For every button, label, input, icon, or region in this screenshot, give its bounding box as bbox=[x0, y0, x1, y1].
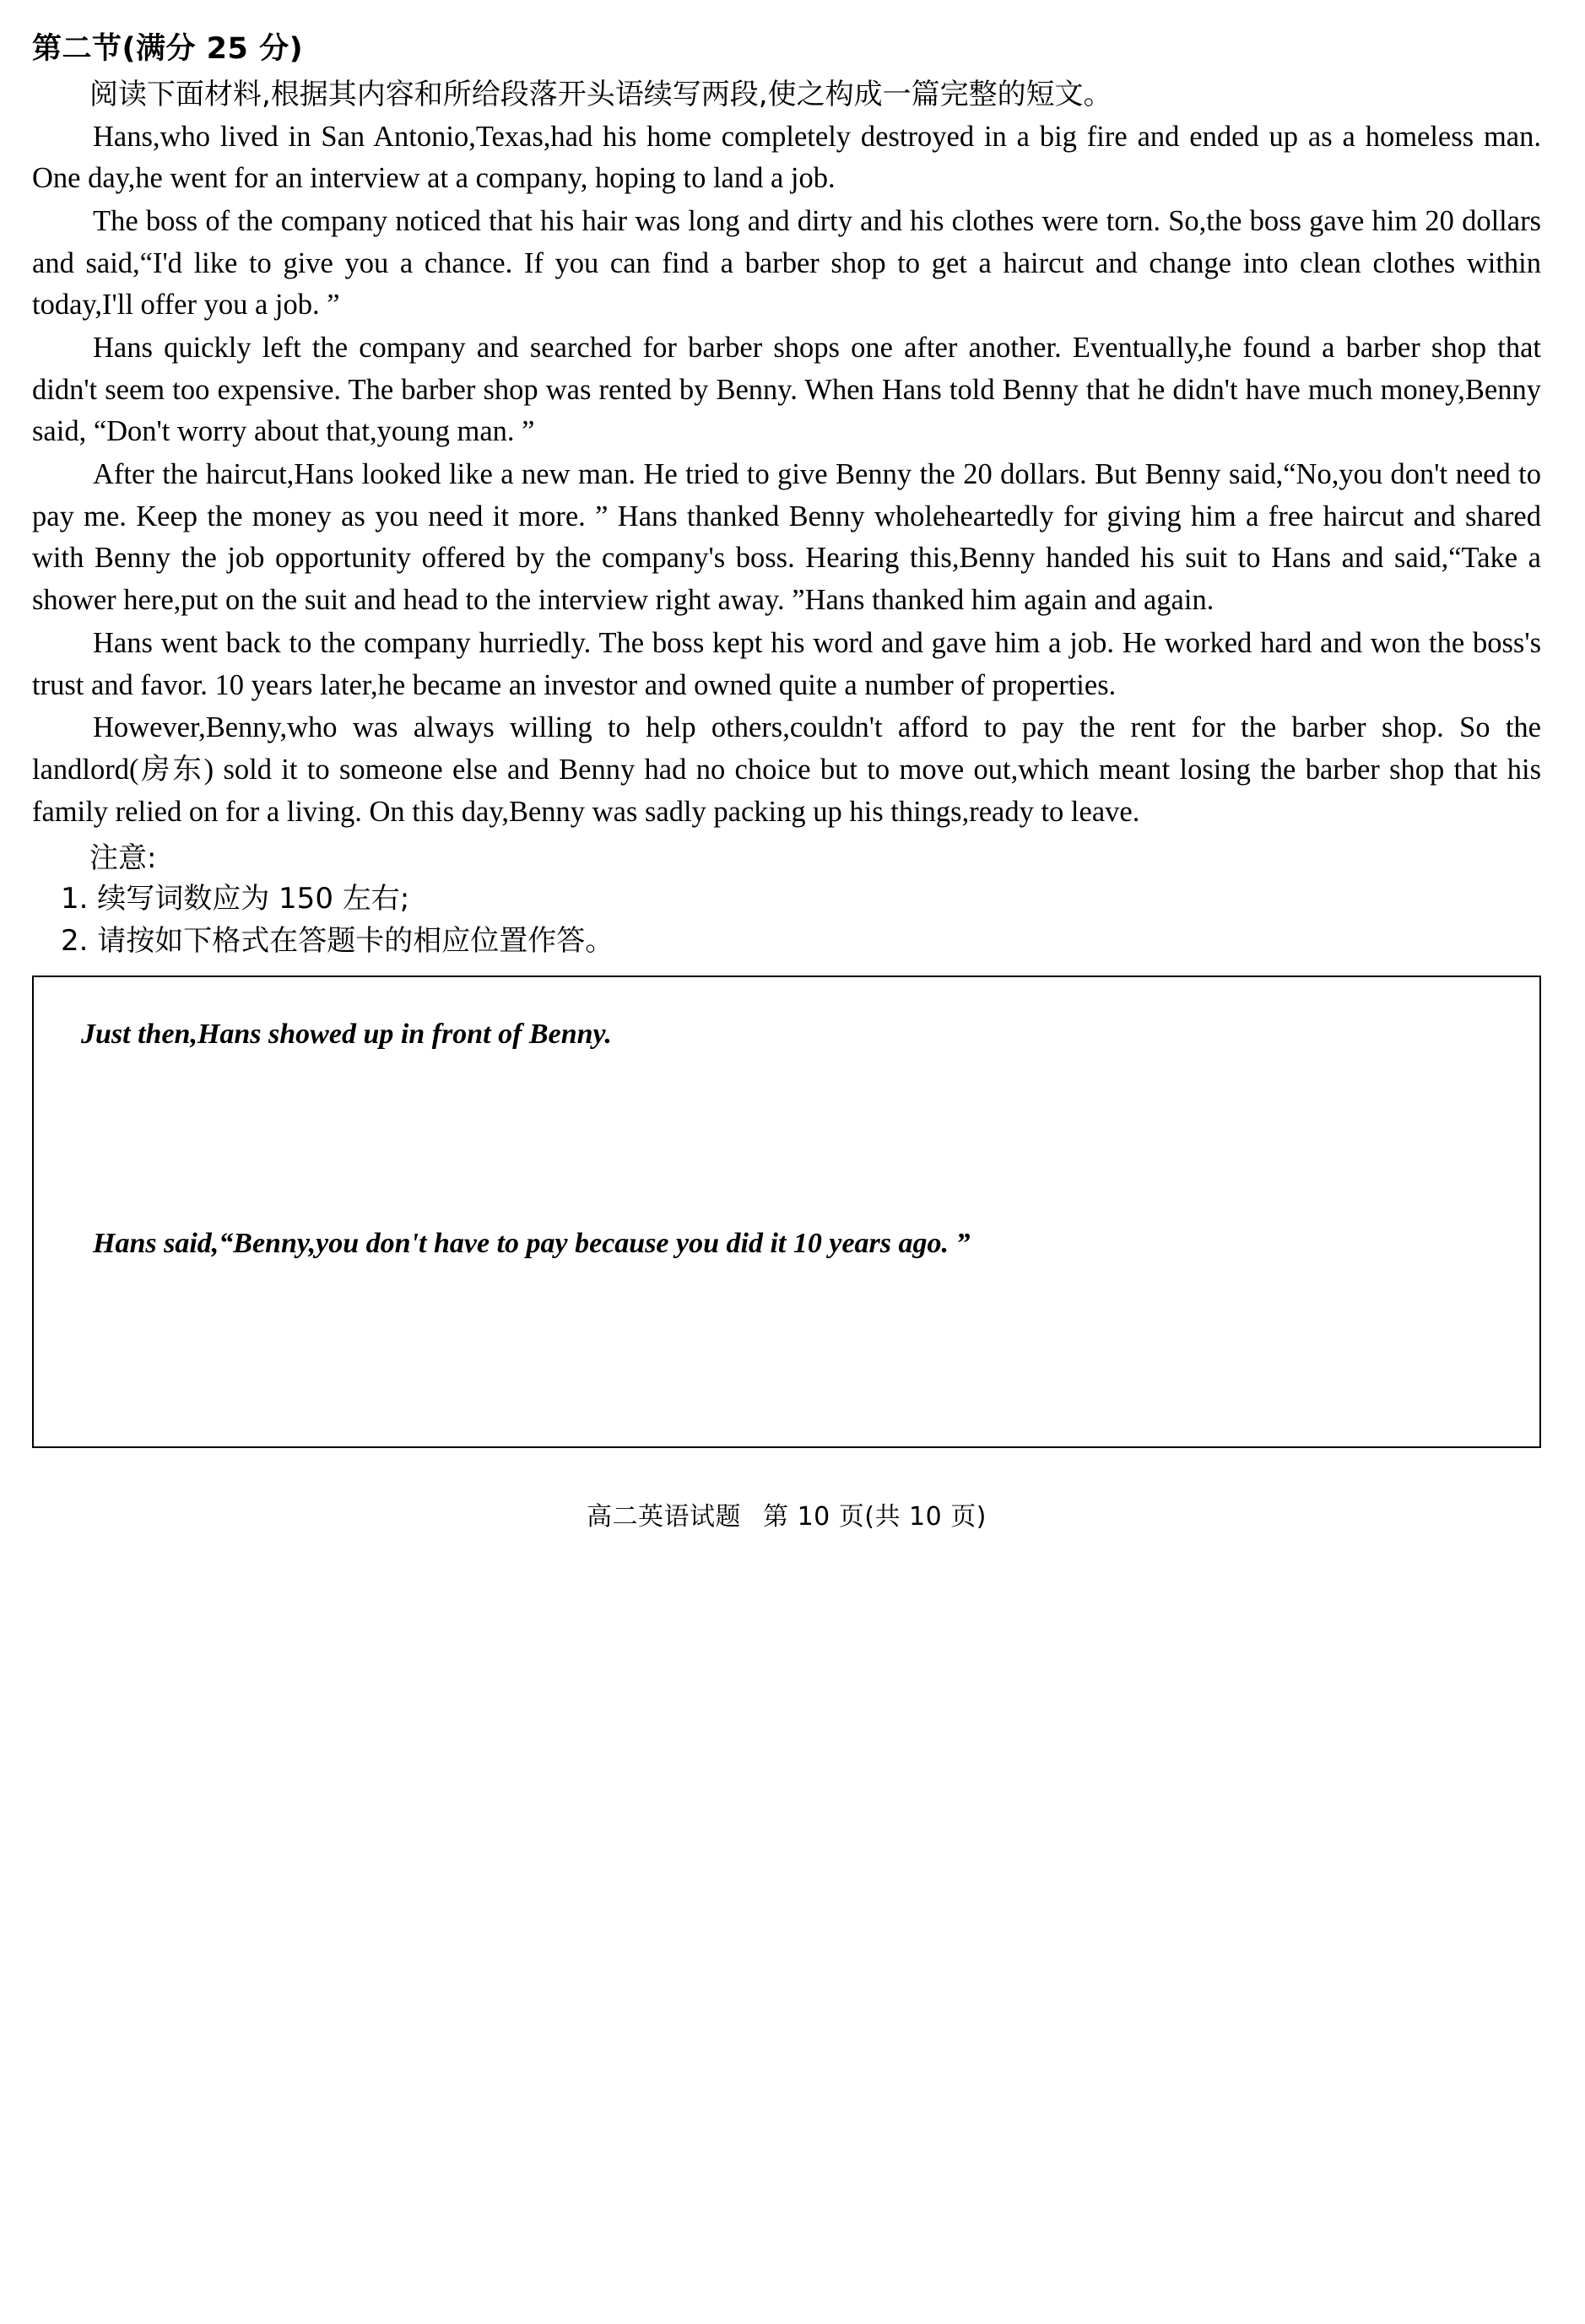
note-item-2: 2. 请按如下格式在答题卡的相应位置作答。 bbox=[61, 923, 614, 958]
passage-paragraph-4: After the haircut,Hans looked like a new man. He tried to give Benny the 20 dollars. But Benny said,“No,you don't need to pay me. Keep the money as you need it more. ” Hans thanked Benny wholeheartedly for giving him a free haircut and shared with Benny the job opportunity offered by the company's boss. Hearing this,Benny handed his suit to Hans and said,“Take a shower here,put on the suit and head to the interview right away. ”Hans thanked him again and again. bbox=[32, 458, 1541, 617]
notes-title: 注意: bbox=[89, 841, 157, 876]
passage-paragraph-6: However,Benny,who was always willing to help others,couldn't afford to pay the rent for the barber shop. So the landlord(房东) sold it to someone else and Benny had no choice but to move out,which meant losing the barber shop that his family relied on for a living. On this day,Benny was sadly packing up his things,ready to leave. bbox=[32, 711, 1541, 828]
passage-paragraph-1: Hans,who lived in San Antonio,Texas,had his home completely destroyed in a big fire and ended up as a homeless man. One day,he went for an interview at a company, hoping to land a job. bbox=[32, 120, 1541, 195]
note-item-1: 1. 续写词数应为 150 左右; bbox=[61, 882, 410, 916]
footer-page-label: 第 10 页(共 10 页) bbox=[763, 1502, 987, 1532]
page-footer bbox=[32, 1495, 1541, 1532]
passage-paragraph-3: Hans quickly left the company and searched for barber shops one after another. Eventually,he found a barber shop that didn't seem too expensive. The barber shop was rented by Benny. When Hans told Benny that he didn't have much money,Benny said, “Don't worry about that,young man. ” bbox=[32, 332, 1541, 448]
section-heading: 第二节(满分 25 分) bbox=[32, 32, 304, 66]
passage-paragraph-5: Hans went back to the company hurriedly. The boss kept his word and gave him a job. He worked hard and won the boss's trust and favor. 10 years later,he became an investor and owned quite a number of properties. bbox=[32, 626, 1541, 701]
answer-writing-box bbox=[32, 976, 1541, 1448]
continuation-opening-line-2: Hans said,“Benny,you don't have to pay because you did it 10 years ago. ” bbox=[93, 1227, 971, 1259]
passage-paragraph-2: The boss of the company noticed that his hair was long and dirty and his clothes were torn. So,the boss gave him 20 dollars and said,“I'd like to give you a chance. If you can find a barber shop to get a haircut and change into clean clothes within today,I'll offer you a job. ” bbox=[32, 205, 1541, 322]
instruction-paragraph: 阅读下面材料,根据其内容和所给段落开头语续写两段,使之构成一篇完整的短文。 bbox=[89, 77, 1112, 111]
continuation-opening-line-1: Just then,Hans showed up in front of Benny. bbox=[81, 1019, 612, 1051]
footer-subject: 高二英语试题 bbox=[587, 1502, 742, 1532]
